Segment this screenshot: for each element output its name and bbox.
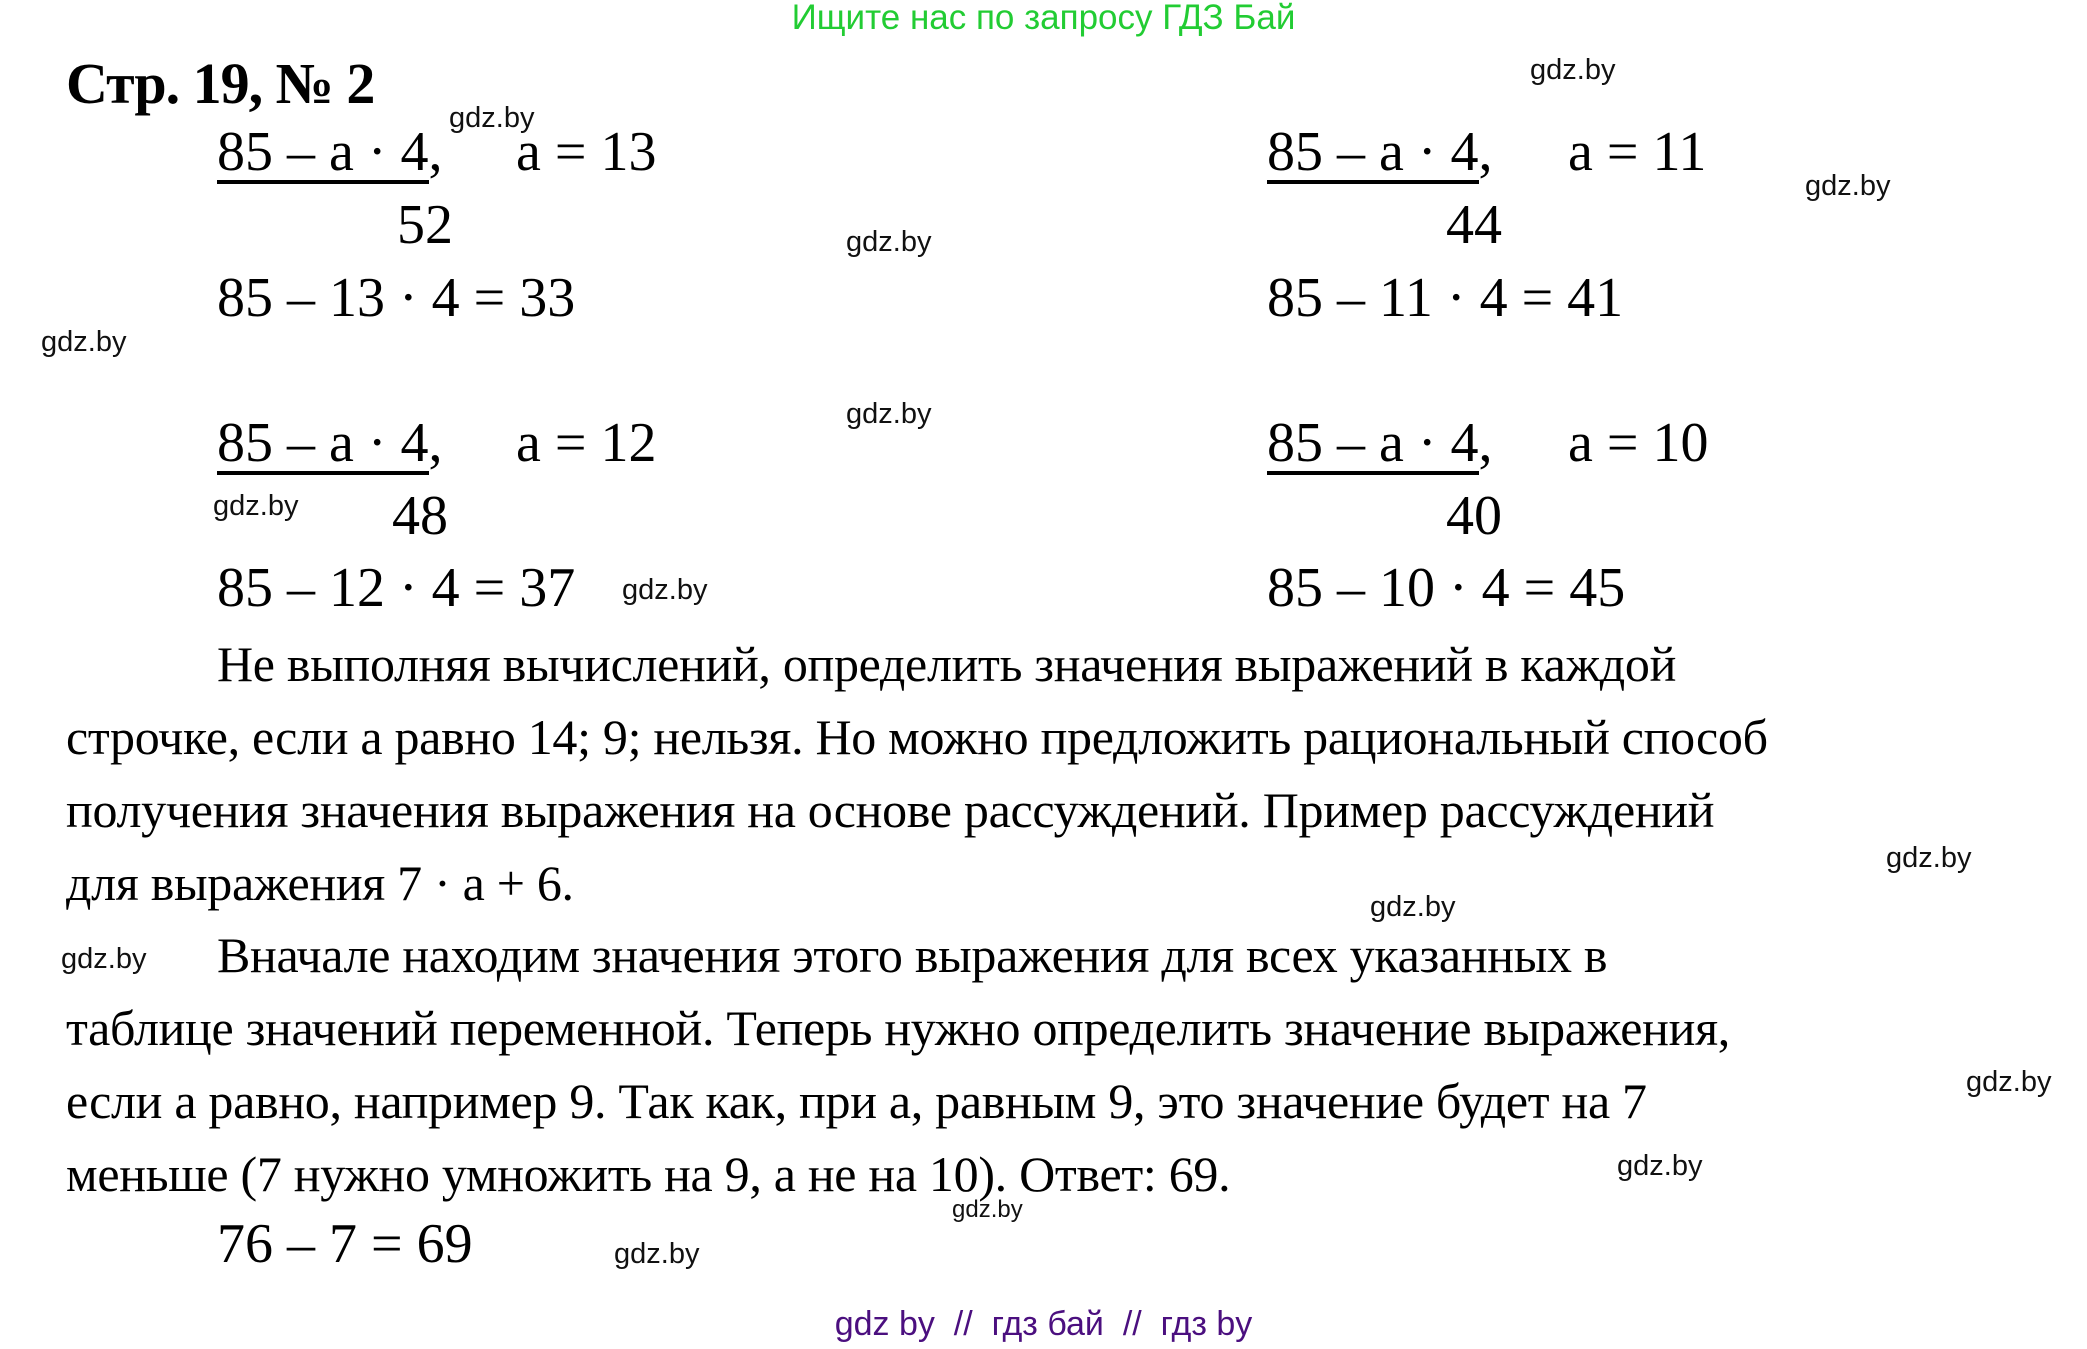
example-2-result: 85 – 11 · 4 = 41 (1267, 267, 1624, 329)
watermark: gdz.by (449, 102, 535, 134)
underlined-expression: 85 – a · 4 (1267, 121, 1479, 183)
paragraph-1-line-3: получения значения выражения на основе рассуждений. Пример рассуждений (66, 782, 1715, 838)
watermark: gdz.by (213, 490, 299, 522)
underlined-expression: 85 – a · 4 (1267, 412, 1479, 474)
example-2-partial: 44 (1446, 194, 1502, 256)
example-3-partial: 48 (392, 485, 448, 547)
paragraph-1-line-4: для выражения 7 · a + 6. (66, 855, 574, 911)
watermark: gdz.by (1530, 54, 1616, 86)
search-banner: Ищите нас по запросу ГДЗ Бай (791, 0, 1296, 37)
watermark: gdz.by (952, 1196, 1023, 1223)
watermark: gdz.by (846, 226, 932, 258)
underlined-expression: 85 – a · 4 (217, 412, 429, 474)
paragraph-2-line-1: Вначале находим значения этого выражения для всех указанных в (217, 927, 1608, 983)
watermark: gdz.by (1370, 891, 1456, 923)
watermark: gdz.by (61, 943, 147, 975)
example-3-result: 85 – 12 · 4 = 37 (217, 557, 576, 619)
example-4-result: 85 – 10 · 4 = 45 (1267, 557, 1626, 619)
final-equation: 76 – 7 = 69 (217, 1213, 473, 1275)
example-3-expression: 85 – a · 4, (217, 412, 443, 474)
watermark: gdz.by (1805, 170, 1891, 202)
example-1-expression: 85 – a · 4, (217, 121, 443, 183)
paragraph-2-line-3: если a равно, например 9. Так как, при a, равным 9, это значение будет на 7 (66, 1073, 1647, 1129)
example-3-assign: a = 12 (516, 412, 657, 474)
watermark: gdz.by (1886, 842, 1972, 874)
example-1-assign: a = 13 (516, 121, 657, 183)
example-1-partial: 52 (397, 194, 453, 256)
example-2-assign: a = 11 (1568, 121, 1707, 183)
watermark: gdz.by (1966, 1066, 2052, 1098)
paragraph-1-line-1: Не выполняя вычислений, определить значения выражений в каждой (217, 636, 1677, 692)
watermark: gdz.by (41, 326, 127, 358)
paragraph-2-line-2: таблице значений переменной. Теперь нужно определить значение выражения, (66, 1000, 1730, 1056)
watermark: gdz.by (1617, 1150, 1703, 1182)
paragraph-2-line-4: меньше (7 нужно умножить на 9, а не на 10). Ответ: 69. (66, 1146, 1231, 1202)
page-title: Стр. 19, № 2 (66, 51, 375, 116)
underlined-expression: 85 – a · 4 (217, 121, 429, 183)
example-2-expression: 85 – a · 4, (1267, 121, 1493, 183)
watermark: gdz.by (622, 574, 708, 606)
footer-links: gdz by // гдз бай // гдз by (834, 1305, 1253, 1343)
watermark: gdz.by (614, 1238, 700, 1270)
watermark: gdz.by (846, 398, 932, 430)
example-1-result: 85 – 13 · 4 = 33 (217, 267, 576, 329)
paragraph-1-line-2: строчке, если a равно 14; 9; нельзя. Но можно предложить рациональный способ (66, 709, 1768, 765)
example-4-expression: 85 – a · 4, (1267, 412, 1493, 474)
example-4-assign: a = 10 (1568, 412, 1709, 474)
example-4-partial: 40 (1446, 485, 1502, 547)
